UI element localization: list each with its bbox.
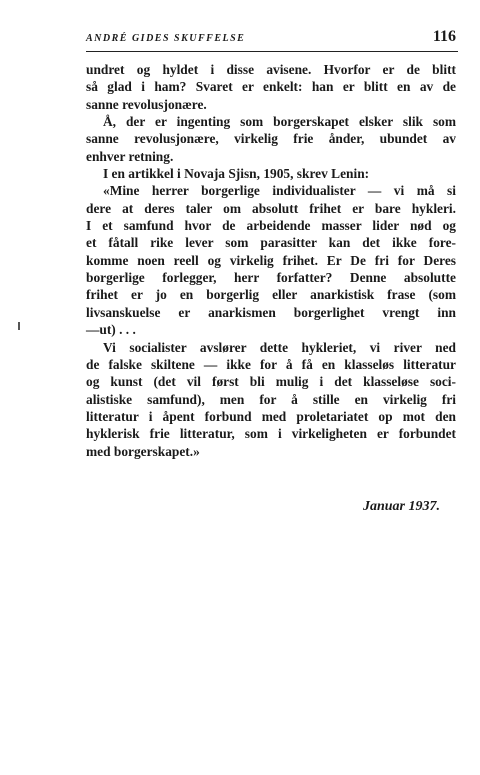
text-line: dere at deres taler om absolutt frihet er bare hykleri. bbox=[86, 200, 456, 216]
text-line: sanne revolusjonære. bbox=[86, 96, 207, 112]
text-line: «Mine herrer borgerlige individualister — vi må si bbox=[103, 183, 456, 199]
text-line: I et samfund hvor de arbeidende masser lider nød og bbox=[86, 218, 456, 234]
text-line: enhver retning. bbox=[86, 148, 174, 164]
text-line: litteratur i åpent forbund med proletariatet op mot den bbox=[86, 408, 456, 424]
text-line: undret og hyldet i disse avisene. Hvorfor er de blitt bbox=[86, 62, 456, 77]
text-line: og kunst (det vil først bli mulig i det klasseløse soci- bbox=[86, 374, 456, 390]
text-line: de falske skiltene — ikke for å få en klasseløs litteratur bbox=[86, 356, 456, 372]
text-line: livsanskuelse er anarkismen borgerlighet vrengt inn bbox=[86, 304, 456, 320]
text-line: borgerlige forlegger, herr forfatter? Denne absolutte bbox=[86, 270, 456, 286]
page-number: 116 bbox=[432, 28, 456, 45]
text-line: alistiske samfund), men for å stille en virkelig fri bbox=[86, 391, 456, 407]
text-line: I en artikkel i Novaja Sjisn, 1905, skrev Lenin: bbox=[103, 166, 370, 182]
header-rule bbox=[86, 51, 458, 52]
text-line: Å, der er ingenting som borgerskapet elsker slik som bbox=[103, 114, 456, 130]
text-line: så glad i ham? Svaret er enkelt: han er blitt en av de bbox=[86, 79, 456, 95]
text-line: hyklerisk frie litteratur, som i virkeligheten er forbundet bbox=[86, 426, 456, 442]
running-title: ANDRÉ GIDES SKUFFELSE bbox=[86, 33, 246, 44]
text-line: frihet er jo en borgerlig eller anarkistisk frase (som bbox=[86, 287, 456, 303]
text-line: —ut) . . . bbox=[86, 322, 136, 338]
running-head bbox=[86, 28, 458, 50]
text-line: Vi socialister avslører dette hykleriet, vi river ned bbox=[103, 339, 456, 355]
text-line: med borgerskapet.» bbox=[86, 443, 200, 459]
text-line: sanne revolusjonære, virkelig frie ånder, ubundet av bbox=[86, 131, 456, 147]
text-line: et fåtall rike lever som parasitter kan det ikke fore- bbox=[86, 235, 456, 251]
scan-speck bbox=[18, 322, 20, 330]
body-text bbox=[86, 61, 456, 460]
text-line: komme noen reell og virkelig frihet. Er De fri for Deres bbox=[86, 252, 456, 268]
signature-date: Januar 1937. bbox=[362, 499, 440, 514]
